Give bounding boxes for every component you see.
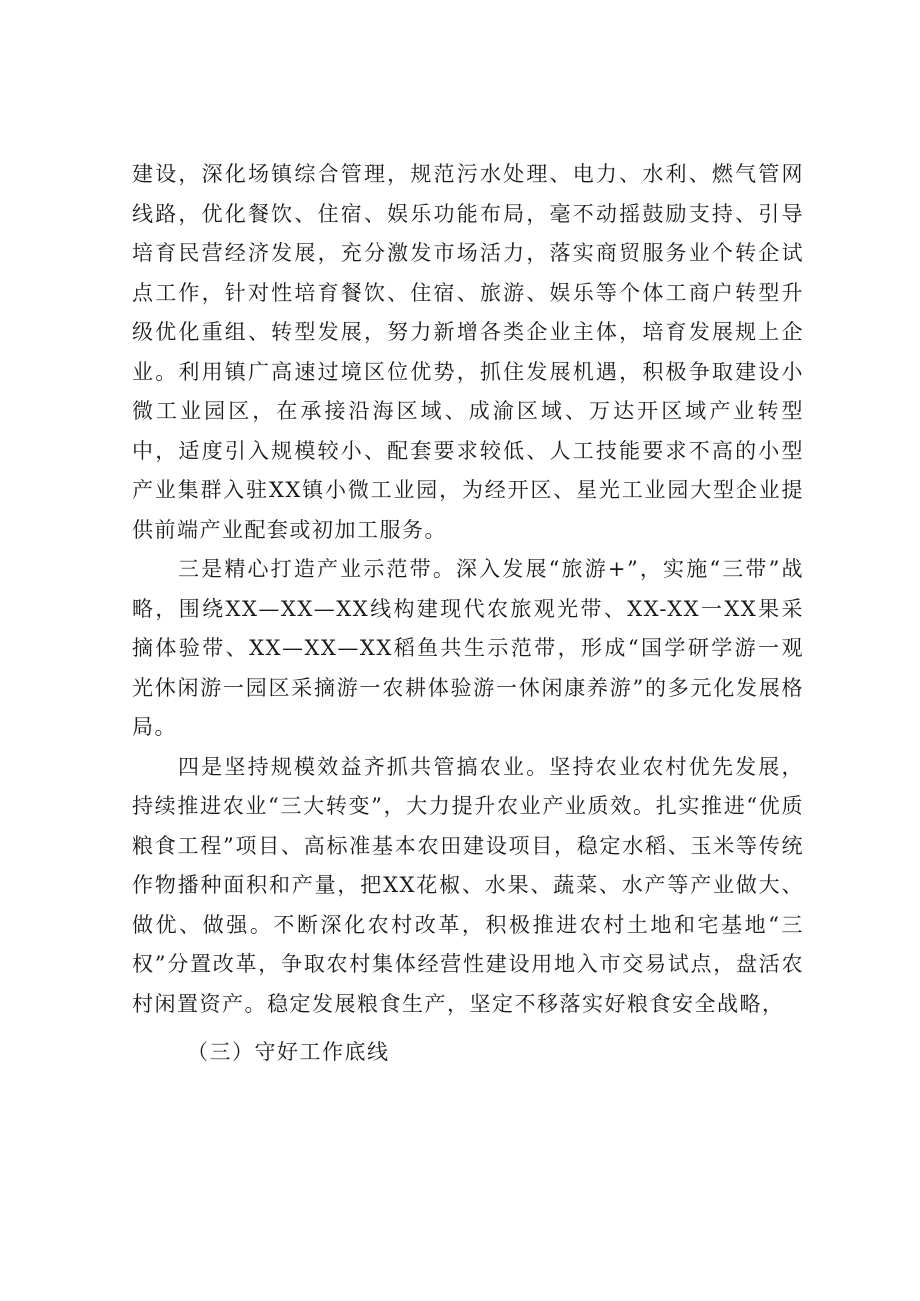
section-heading: （三）守好工作底线 xyxy=(187,1040,390,1064)
document-body xyxy=(132,155,804,1073)
paragraph-agriculture: 四是坚持规模效益齐抓共管搞农业。坚持农业农村优先发展，持续推进农业“三大转变”，大力提升农业产业质效。扎实推进“优质粮食工程”项目、高标准基本农田建设项目，稳定水稻、玉米等传统作物播种面积和产量，把XX花椒、水果、蔬菜、水产等产业做大、做优、做强。不断深化农村改革，积极推进农村土地和宅基地“三权”分置改革，争取农村集体经营性建设用地入市交易试点，盘活农村闲置资产。稳定发展粮食生产，坚定不移落实好粮食安全战略， xyxy=(132,754,804,1016)
paragraph-continuation: 建设，深化场镇综合管理，规范污水处理、电力、水利、燃气管网线路，优化餐饮、住宿、娱乐功能布局，毫不动摇鼓励支持、引导培育民营经济发展，充分激发市场活力，落实商贸服务业个转企试点工作，针对性培育餐饮、住宿、旅游、娱乐等个体工商户转型升级优化重组、转型发展，努力新增各类企业主体，培育发展规上企业。利用镇广高速过境区位优势，抓住发展机遇，积极争取建设小微工业园区，在承接沿海区域、成渝区域、万达开区域产业转型中，适度引入规模较小、配套要求较低、人工技能要求不高的小型产业集群入驻XX镇小微工业园，为经开区、星光工业园大型企业提供前端产业配套或初加工服务。 xyxy=(132,162,804,542)
paragraph-industry-belt: 三是精心打造产业示范带。深入发展“旅游+”，实施“三带”战略，围绕XX—XX—XX线构建现代农旅观光带、XX-XX一XX果采摘体验带、XX—XX—XX稻鱼共生示范带，形成“国学研学游一观光休闲游一园区采摘游一农耕体验游一休闲康养游”的多元化发展格局。 xyxy=(132,557,804,739)
